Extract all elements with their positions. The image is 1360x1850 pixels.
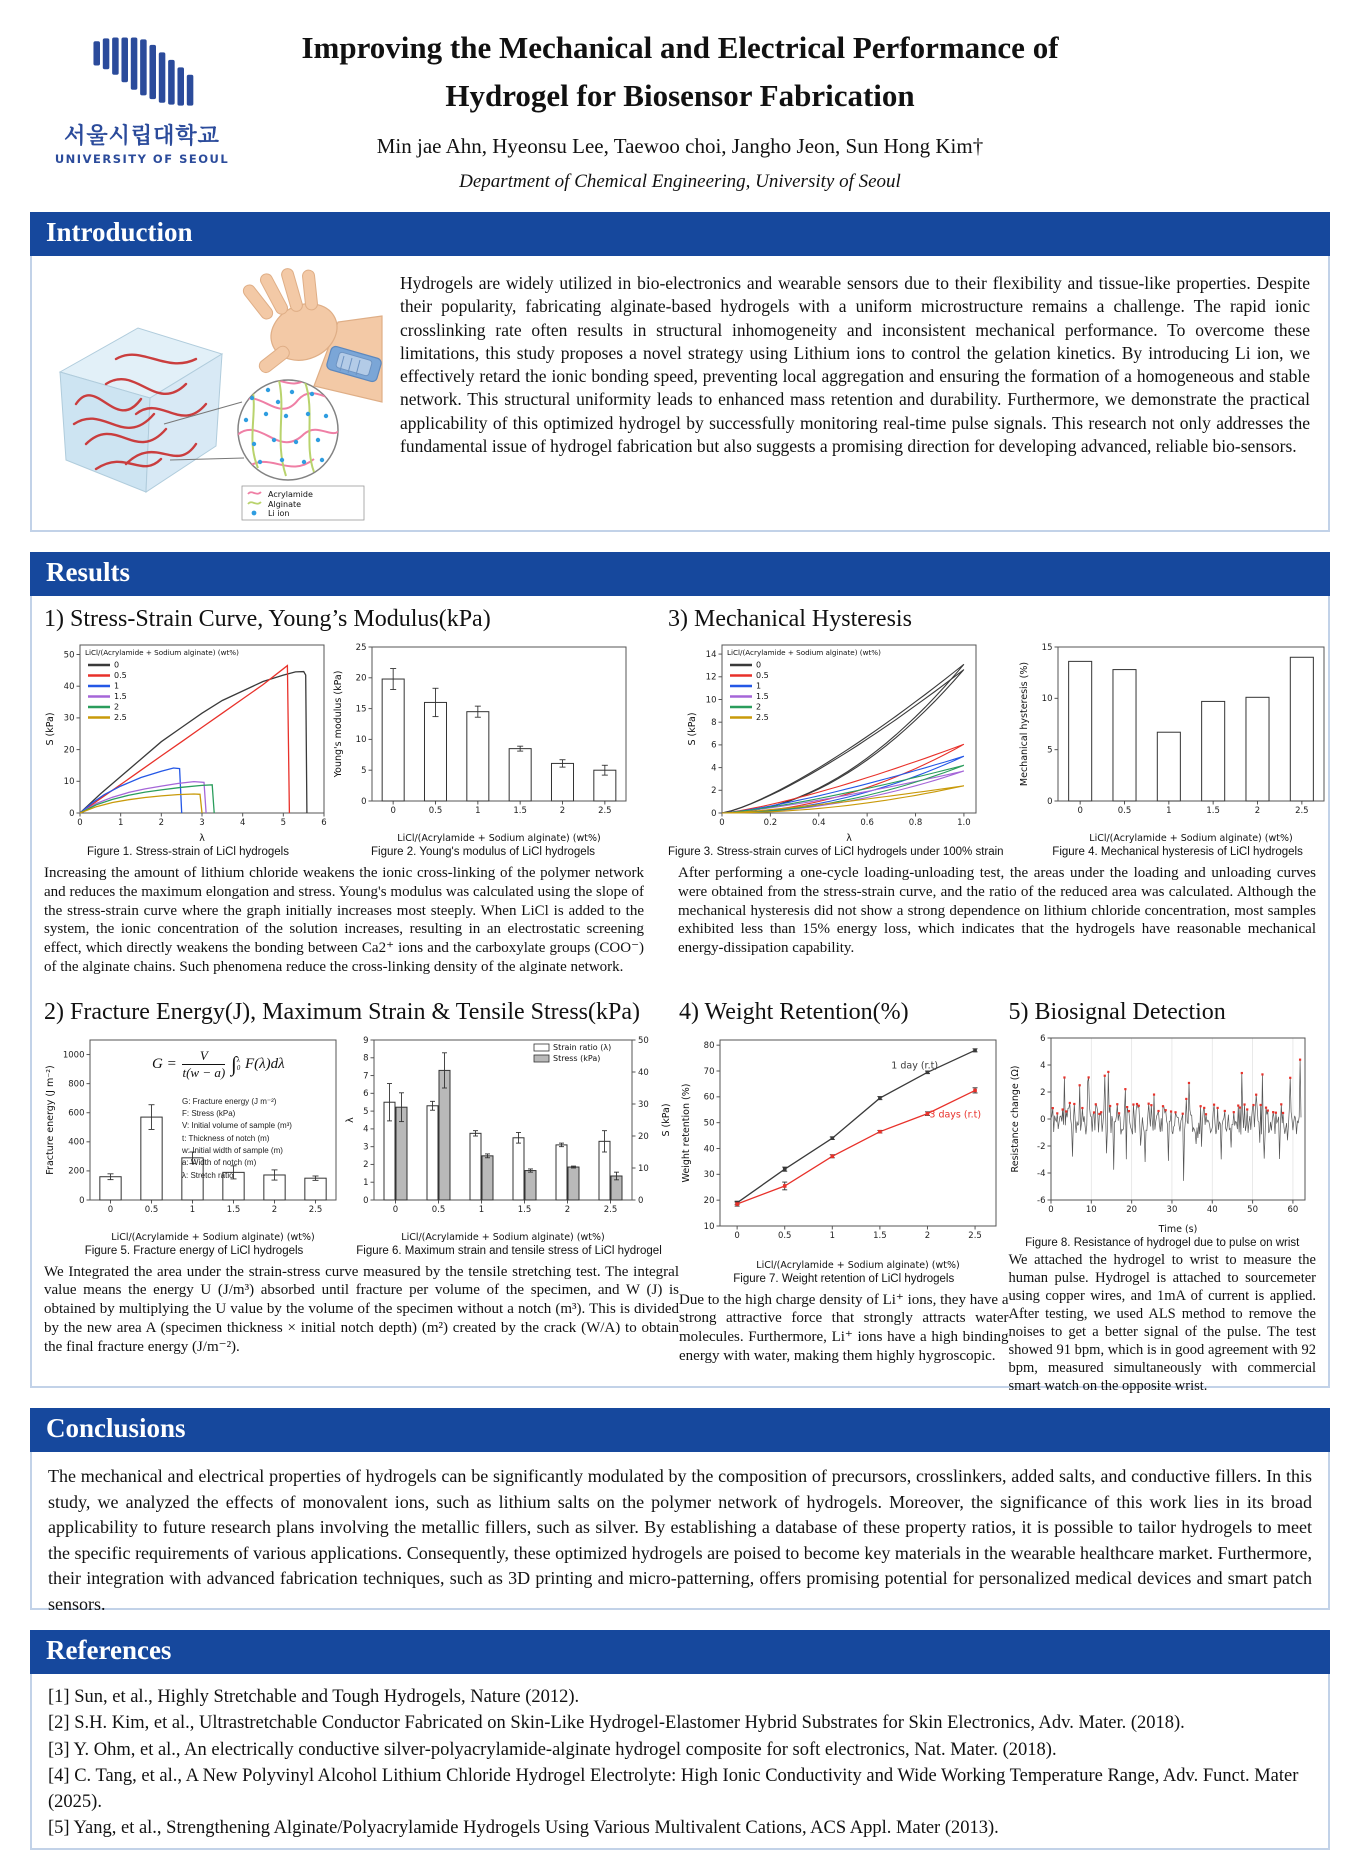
svg-text:30: 30 — [63, 713, 75, 724]
svg-text:1: 1 — [189, 1204, 196, 1215]
logo-korean-text: 서울시립대학교 — [64, 124, 220, 149]
svg-text:50: 50 — [63, 650, 75, 661]
formula-lhs: G = — [152, 1055, 177, 1072]
svg-text:2: 2 — [559, 806, 566, 816]
svg-text:1.5: 1.5 — [872, 1230, 887, 1241]
svg-text:LiCl/(Acrylamide + Sodium algi: LiCl/(Acrylamide + Sodium alginate) (wt%) — [756, 1259, 960, 1271]
hand-wrist-illustration — [241, 267, 382, 402]
svg-text:30: 30 — [703, 1169, 715, 1180]
svg-text:12: 12 — [705, 672, 717, 683]
svg-text:5: 5 — [361, 766, 367, 776]
list-item: V: Initial volume of sample (m³) — [182, 1121, 292, 1131]
svg-text:2.5: 2.5 — [755, 713, 769, 723]
figure-2 — [332, 637, 634, 858]
references-body — [30, 1674, 1330, 1850]
svg-text:0.5: 0.5 — [755, 671, 769, 681]
list-item: G: Fracture energy (J m⁻²) — [182, 1096, 277, 1106]
svg-text:40: 40 — [63, 682, 75, 693]
svg-text:20: 20 — [355, 673, 367, 684]
svg-text:600: 600 — [68, 1108, 85, 1119]
svg-text:-6: -6 — [1037, 1195, 1046, 1206]
formula-denominator: t(w − a) — [182, 1064, 226, 1080]
svg-text:0.4: 0.4 — [811, 818, 826, 828]
svg-text:10: 10 — [703, 1221, 715, 1232]
svg-text:0.5: 0.5 — [428, 806, 443, 816]
svg-text:2: 2 — [158, 818, 165, 828]
poster-header — [0, 0, 1360, 212]
section-conclusions — [30, 1408, 1330, 1614]
results-text-3: After performing a one-cycle loading-unloading test, the areas under the loading and unloading curves were obtained from the stress-strain curve, and the ratio of the reduced area was calculated. Although the mechanical hysteresis did not show a strong dependence on lithium chloride concentration, most samples exhibited less than 15% energy loss, which indicates that the hydrogels have reasonable mechanical energy-dissipation capability. — [678, 865, 1316, 956]
svg-text:10: 10 — [638, 1163, 649, 1174]
subsection-1-title: 1) Stress-Strain Curve, Young’s Modulus(kPa) — [44, 606, 491, 632]
svg-text:30: 30 — [1166, 1204, 1178, 1215]
svg-text:0.5: 0.5 — [1117, 806, 1131, 816]
svg-text:0: 0 — [1077, 806, 1083, 816]
department-line: Department of Chemical Engineering, University of Seoul — [459, 171, 901, 193]
list-item: [3] Y. Ohm, et al., An electrically conductive silver-polyacrylamide-alginate hydrogel composite for soft electronics, Nat. Mater. (2018). — [48, 1739, 1057, 1760]
list-item: a: Width of notch (m) — [182, 1158, 257, 1168]
formula-notes — [182, 1096, 292, 1183]
svg-text:0: 0 — [79, 1195, 85, 1206]
results-row-2 — [44, 993, 1316, 1396]
list-item: [4] C. Tang, et al., A New Polyvinyl Alcohol Lithium Chloride Hydrogel Electrolyte: High Ionic Conductivity and Wide Working Temperature Range, Adv. Funct. Mater (2025). — [48, 1765, 1299, 1813]
figure-2-chart — [332, 637, 634, 845]
svg-text:1.5: 1.5 — [114, 692, 127, 702]
svg-text:LiCl/(Acrylamide + Sodium algi: LiCl/(Acrylamide + Sodium alginate) (wt%) — [401, 1231, 605, 1243]
references-list — [48, 1684, 1312, 1842]
svg-text:1.5: 1.5 — [513, 806, 527, 816]
svg-text:3 days (r.t): 3 days (r.t) — [929, 1109, 981, 1120]
poster-title-line1: Improving the Mechanical and Electrical Performance of — [301, 30, 1059, 65]
svg-text:15: 15 — [355, 704, 367, 715]
svg-text:20: 20 — [703, 1195, 715, 1206]
svg-text:0.5: 0.5 — [114, 671, 127, 681]
introduction-body — [30, 256, 1330, 532]
conclusions-header: Conclusions — [30, 1408, 1330, 1452]
svg-text:40: 40 — [1207, 1204, 1218, 1215]
figure-6-caption: Figure 6. Maximum strain and tensile stress of LiCl hydrogel — [356, 1244, 662, 1257]
svg-text:2.5: 2.5 — [603, 1204, 618, 1215]
svg-text:0.8: 0.8 — [908, 818, 923, 828]
results-header: Results — [30, 552, 1330, 596]
svg-text:2.5: 2.5 — [1294, 806, 1309, 816]
svg-text:0: 0 — [107, 1204, 114, 1215]
svg-text:1.0: 1.0 — [956, 818, 971, 828]
integral-upper: λ — [236, 1055, 240, 1064]
svg-text:1000: 1000 — [62, 1049, 85, 1060]
svg-text:10: 10 — [705, 695, 717, 706]
results-body — [30, 596, 1330, 1395]
list-item: λ: Stretch ratio — [182, 1170, 234, 1180]
svg-text:1.5: 1.5 — [226, 1204, 241, 1215]
svg-text:6: 6 — [321, 818, 327, 828]
hydrogel-cube — [60, 328, 222, 492]
svg-text:30: 30 — [638, 1099, 649, 1110]
introduction-paragraph: Hydrogels are widely utilized in bio-electronics and wearable sensors due to their flexibility and tissue-like properties. Despite their popularity, fabricating alginate-based hydrogels with a uniform microstructure remains a challenge. The rapid ionic crosslinking rate often results in structural inhomogeneity and inconsistent mechanical performance. To overcome these limitations, this study proposes a novel strategy using Lithium ions to control the gelation kinetics. By introducing Li ion, we effectively retard the ionic bonding speed, preventing local aggregation and ensuring the formation of a homogeneous and stable network. This structural uniformity leads to enhanced mass retention and durability. Furthermore, we demonstrate the practical applicability of this optimized hydrogel by successfully monitoring real-time pulse signals. This research not only addresses the fundamental issue of hydrogel fabrication but also suggests a promising direction for developing advanced, reliable bio-sensors. — [400, 273, 1310, 456]
hydrogel-illustration — [46, 264, 382, 522]
svg-text:7: 7 — [363, 1070, 369, 1081]
svg-text:80: 80 — [703, 1040, 715, 1051]
results-subsection-3 — [668, 600, 1316, 977]
figure-4-caption: Figure 4. Mechanical hysteresis of LiCl hydrogels — [1052, 846, 1303, 858]
figure-7 — [679, 1030, 1008, 1285]
results-subsection-1 — [44, 600, 644, 977]
svg-text:2: 2 — [1254, 806, 1260, 816]
svg-text:400: 400 — [68, 1137, 85, 1148]
svg-text:0.5: 0.5 — [144, 1204, 159, 1215]
svg-text:0: 0 — [69, 808, 75, 819]
svg-text:1: 1 — [117, 818, 124, 828]
svg-text:1: 1 — [478, 1204, 485, 1215]
poster-title-line2: Hydrogel for Biosensor Fabrication — [445, 78, 915, 114]
list-item: [5] Yang, et al., Strengthening Alginate/Polyacrylamide Hydrogels Using Various Multivalent Cations, ACS Appl. Mater (2013). — [48, 1818, 999, 1839]
list-item: w: Initial width of sample (m) — [182, 1146, 283, 1156]
svg-text:2.5: 2.5 — [308, 1204, 323, 1215]
svg-text:λ: λ — [345, 1116, 356, 1123]
svg-text:1.5: 1.5 — [755, 692, 769, 702]
results-text-4: Due to the high charge density of Li⁺ ions, they have a strong attractive force that strongly attracts water molecules. Furthermore, Li⁺ ions have a high binding energy with water, making them highly hygroscopic. — [679, 1291, 1009, 1364]
figure-3-chart — [686, 637, 986, 845]
svg-text:50: 50 — [1247, 1204, 1259, 1215]
svg-text:10: 10 — [355, 735, 367, 746]
svg-text:0: 0 — [710, 808, 717, 819]
subsection-2-title: 2) Fracture Energy(J), Maximum Strain & Tensile Stress(kPa) — [44, 998, 640, 1025]
svg-text:LiCl/(Acrylamide + Sodium algi: LiCl/(Acrylamide + Sodium alginate) (wt%) — [111, 1231, 315, 1243]
figure-4-chart — [1018, 637, 1338, 845]
svg-text:2: 2 — [363, 1159, 369, 1170]
subsection-3-title: 3) Mechanical Hysteresis — [668, 606, 912, 632]
svg-text:S (kPa): S (kPa) — [45, 712, 56, 746]
svg-text:0.2: 0.2 — [763, 818, 777, 828]
svg-text:0.5: 0.5 — [431, 1204, 446, 1215]
svg-text:0: 0 — [734, 1230, 740, 1241]
svg-text:1.5: 1.5 — [1205, 806, 1220, 816]
intro-legend — [242, 486, 364, 520]
legend-label-li-ion: Li ion — [268, 509, 290, 518]
svg-text:70: 70 — [703, 1066, 715, 1077]
svg-text:8: 8 — [363, 1053, 369, 1064]
svg-text:Stress (kPa): Stress (kPa) — [553, 1053, 601, 1063]
section-references — [30, 1630, 1330, 1850]
svg-text:50: 50 — [703, 1117, 715, 1128]
svg-text:Resistance change (Ω): Resistance change (Ω) — [1010, 1065, 1022, 1172]
svg-text:LiCl/(Acrylamide + Sodium algi: LiCl/(Acrylamide + Sodium alginate) (wt%) — [397, 833, 601, 844]
svg-text:1: 1 — [755, 681, 761, 691]
li-ion-swatch-icon — [252, 511, 257, 516]
figure-2-caption: Figure 2. Young's modulus of LiCl hydrogels — [370, 846, 596, 858]
svg-text:9: 9 — [363, 1035, 369, 1046]
svg-text:200: 200 — [68, 1166, 85, 1177]
results-text-5: We attached the hydrogel to wrist to measure the human pulse. Hydrogel is attached to sourcemeter using copper wires, and 1mA of current is applied. After testing, we used ALS method to remove the noises to get a better signal of the pulse. The test showed 91 bpm, which is in good agreement with 92 bpm, measured simultaneously with commercial smart watch on the opposite wrist. — [1008, 1251, 1316, 1395]
list-item: [2] S.H. Kim, et al., Ultrastretchable Conductor Fabricated on Skin-Like Hydrogel-Elastomer Hybrid Substrates for Skin Electronics, Adv. Mater. (2018). — [48, 1713, 1185, 1734]
figure-1-caption: Figure 1. Stress-strain of LiCl hydrogels — [87, 846, 289, 858]
svg-text:5: 5 — [363, 1106, 369, 1117]
svg-text:2.5: 2.5 — [968, 1230, 982, 1241]
references-header: References — [30, 1630, 1330, 1674]
svg-text:1 day (r.t): 1 day (r.t) — [891, 1059, 938, 1071]
svg-text:S (kPa): S (kPa) — [661, 1102, 672, 1137]
svg-text:1: 1 — [114, 681, 120, 691]
svg-text:50: 50 — [638, 1035, 649, 1046]
svg-text:λ: λ — [845, 833, 852, 844]
svg-text:0: 0 — [361, 796, 367, 807]
svg-text:0: 0 — [392, 1204, 399, 1215]
section-introduction — [30, 212, 1330, 532]
svg-text:40: 40 — [638, 1067, 649, 1078]
figure-7-chart — [680, 1030, 1008, 1272]
svg-text:0: 0 — [1040, 1114, 1046, 1125]
results-subsection-5 — [1008, 993, 1316, 1396]
svg-text:6: 6 — [1040, 1033, 1046, 1044]
svg-text:Fracture energy (J m⁻²): Fracture energy (J m⁻²) — [45, 1064, 56, 1175]
svg-text:2.5: 2.5 — [114, 713, 127, 723]
figure-6 — [344, 1030, 674, 1257]
svg-text:S (kPa): S (kPa) — [686, 712, 698, 746]
figure-4 — [1018, 637, 1338, 858]
svg-text:10: 10 — [1041, 694, 1053, 705]
figure-7-caption: Figure 7. Weight retention of LiCl hydrogels — [733, 1272, 955, 1285]
svg-text:2: 2 — [271, 1204, 278, 1215]
svg-text:15: 15 — [1041, 642, 1053, 653]
fracture-energy-formula — [152, 1048, 285, 1081]
svg-text:Strain ratio (λ): Strain ratio (λ) — [553, 1042, 612, 1052]
figure-3 — [668, 637, 1004, 858]
figure-1 — [44, 637, 332, 858]
logo-english-text: UNIVERSITY OF SEOUL — [54, 152, 230, 166]
authors-line: Min jae Ahn, Hyeonsu Lee, Taewoo choi, Jangho Jeon, Sun Hong Kim† — [376, 134, 984, 159]
svg-text:-2: -2 — [1037, 1141, 1046, 1152]
subsection-5-title: 5) Biosignal Detection — [1008, 998, 1226, 1025]
figure-6-chart — [344, 1030, 674, 1244]
svg-text:0: 0 — [638, 1195, 644, 1206]
integral-lower: 0 — [236, 1064, 241, 1072]
svg-text:Weight retention (%): Weight retention (%) — [680, 1083, 692, 1182]
section-results — [30, 552, 1330, 1395]
svg-text:8: 8 — [710, 717, 717, 728]
results-subsection-2 — [44, 993, 679, 1396]
formula-integrand: F(λ)dλ — [245, 1055, 285, 1072]
svg-text:LiCl/(Acrylamide + Sodium algi: LiCl/(Acrylamide + Sodium alginate) (wt%) — [726, 648, 881, 657]
results-subsection-4 — [679, 993, 1008, 1396]
svg-text:1: 1 — [1165, 806, 1172, 816]
svg-text:4: 4 — [710, 763, 717, 774]
svg-text:0: 0 — [1046, 796, 1053, 807]
svg-text:1: 1 — [829, 1230, 835, 1241]
introduction-illustration — [46, 264, 382, 522]
svg-text:0: 0 — [1048, 1204, 1054, 1215]
svg-text:2.5: 2.5 — [598, 806, 612, 816]
list-item: F: Stress (kPa) — [182, 1108, 236, 1118]
figure-8 — [1008, 1030, 1316, 1249]
svg-text:1: 1 — [363, 1177, 369, 1188]
svg-text:5: 5 — [1046, 745, 1053, 756]
figure-8-chart — [1009, 1030, 1315, 1236]
svg-text:LiCl/(Acrylamide + Sodium algi: LiCl/(Acrylamide + Sodium alginate) (wt%) — [85, 648, 239, 657]
svg-text:LiCl/(Acrylamide + Sodium algi: LiCl/(Acrylamide + Sodium alginate) (wt%) — [1088, 833, 1293, 844]
university-emblem-icon — [82, 30, 202, 114]
svg-text:0: 0 — [719, 818, 725, 828]
svg-text:6: 6 — [363, 1088, 369, 1099]
svg-text:-4: -4 — [1037, 1168, 1046, 1179]
subsection-4-title: 4) Weight Retention(%) — [679, 998, 909, 1025]
svg-text:Mechanical hysteresis (%): Mechanical hysteresis (%) — [1018, 661, 1030, 787]
results-text-1: Increasing the amount of lithium chloride weakens the ionic cross-linking of the polymer network and reduces the maximum elongation and stress. Young's modulus was calculated using the slope of the stress-strain curve where the graph initially increases most steeply. When LiCl is added to the system, the ionic concentration of the solution increases, resulting in an electrostatic screening effect, which directly weakens the bonding between Ca2⁺ ions and the carboxylate groups (COO⁻) of the alginate chains. Such phenomena reduce the cross-linking density of the alginate network. — [44, 865, 644, 975]
svg-text:3: 3 — [363, 1141, 369, 1152]
list-item: [1] Sun, et al., Highly Stretchable and Tough Hydrogels, Nature (2012). — [48, 1687, 580, 1707]
integral-icon: ∫ — [230, 1051, 237, 1076]
svg-text:2: 2 — [1040, 1087, 1046, 1098]
svg-text:0: 0 — [114, 660, 120, 670]
results-row-1 — [44, 600, 1316, 977]
svg-text:40: 40 — [703, 1143, 715, 1154]
svg-text:1.5: 1.5 — [517, 1204, 532, 1215]
svg-text:14: 14 — [705, 649, 717, 660]
figure-8-caption: Figure 8. Resistance of hydrogel due to pulse on wrist — [1025, 1236, 1300, 1249]
introduction-header: Introduction — [30, 212, 1330, 256]
formula-numerator: V — [182, 1048, 225, 1065]
figure-5-caption: Figure 5. Fracture energy of LiCl hydrogels — [84, 1244, 304, 1257]
svg-text:4: 4 — [363, 1124, 369, 1135]
svg-text:Time (s): Time (s) — [1158, 1223, 1198, 1235]
conclusions-body — [30, 1452, 1330, 1614]
svg-text:20: 20 — [638, 1131, 649, 1142]
svg-text:10: 10 — [1086, 1204, 1097, 1215]
svg-text:25: 25 — [355, 642, 367, 653]
svg-text:2: 2 — [755, 702, 761, 712]
svg-text:3: 3 — [199, 818, 205, 828]
list-item: t: Thickness of notch (m) — [182, 1133, 270, 1143]
svg-text:4: 4 — [239, 818, 246, 828]
results-text-2: We Integrated the area under the strain-stress curve measured by the tensile stretching test. The integral value means the energy U (J/m³) absorbed until fracture per volume of the specimen, and W (J) is obtained by multiplying the U value by the volume of the specimen without a notch (m³). This is divided by the new area A (specimen thickness × initial notch depth) (m²) created by the crack (W/A) to obtain the final fracture energy (J/m⁻²). — [44, 1263, 679, 1355]
legend-label-alginate: Alginate — [268, 500, 302, 509]
svg-text:Young's modulus (kPa): Young's modulus (kPa) — [333, 670, 344, 778]
svg-text:2: 2 — [710, 786, 717, 797]
svg-text:0: 0 — [363, 1195, 369, 1206]
svg-text:5: 5 — [280, 818, 287, 828]
svg-text:6: 6 — [710, 740, 717, 751]
svg-text:0.6: 0.6 — [860, 818, 874, 828]
svg-text:60: 60 — [1287, 1204, 1299, 1215]
svg-text:0: 0 — [77, 818, 83, 828]
legend-label-acrylamide: Acrylamide — [268, 490, 313, 499]
svg-text:0.5: 0.5 — [777, 1230, 792, 1241]
svg-text:λ: λ — [199, 833, 205, 844]
svg-text:0: 0 — [755, 660, 761, 670]
figure-5 — [44, 1030, 344, 1257]
svg-text:2: 2 — [924, 1230, 930, 1241]
figure-1-chart — [44, 637, 332, 845]
conclusions-paragraph: The mechanical and electrical properties of hydrogels can be significantly modulated by the composition of precursors, crosslinkers, added salts, and conductive fillers. In this study, we analyzed the effects of monovalent ions, such as lithium salts on the polymer network of hydrogels. Moreover, the significance of this work lies in its broad applicability to future research plans involving the metallic fillers, such as silver. By establishing a database of these property ratios, it is possible to tailor hydrogels to meet the specific requirements of various applications. Consequently, these optimized hydrogels are poised to become key materials in the wearable healthcare market. Furthermore, their integration with advanced fabrication techniques, such as 3D printing and micro-patterning, offers promising potential for personalized medical devices and smart patch sensors. — [48, 1466, 1312, 1614]
svg-text:1: 1 — [475, 806, 481, 816]
svg-text:20: 20 — [1126, 1204, 1138, 1215]
svg-text:0: 0 — [390, 806, 396, 816]
svg-text:60: 60 — [703, 1092, 715, 1103]
svg-text:2: 2 — [564, 1204, 571, 1215]
svg-text:800: 800 — [68, 1078, 85, 1089]
svg-text:4: 4 — [1040, 1060, 1046, 1071]
university-logo — [52, 30, 232, 166]
figure-3-caption: Figure 3. Stress-strain curves of LiCl hydrogels under 100% strain — [668, 846, 1004, 858]
svg-text:2: 2 — [114, 702, 120, 712]
svg-text:10: 10 — [63, 777, 75, 788]
svg-text:20: 20 — [63, 745, 75, 756]
